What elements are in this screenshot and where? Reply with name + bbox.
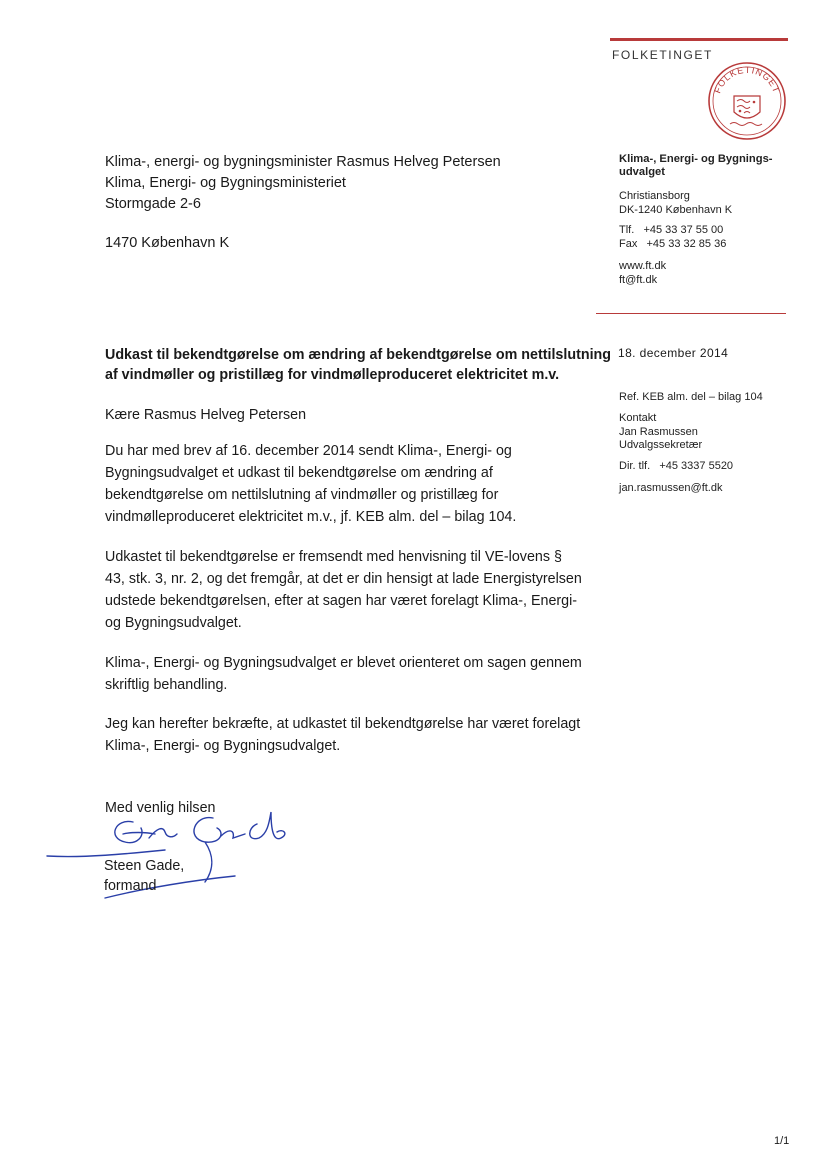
- body-paragraph-1: [105, 440, 585, 528]
- signer-title: formand: [104, 878, 157, 894]
- body-paragraph-3: [105, 652, 585, 696]
- reference: Ref. KEB alm. del – bilag 104: [619, 391, 763, 403]
- paragraph-3-text: Klima-, Energi- og Bygningsudvalget er blevet orienteret om sagen gennem skriftlig behandling.: [105, 655, 582, 693]
- signer-name: Steen Gade,: [104, 858, 185, 874]
- sender-org-line2: udvalget: [619, 166, 666, 178]
- header-top-rule: [610, 38, 788, 41]
- brand-name: FOLKETINGET: [612, 48, 713, 62]
- letter-subject: Udkast til bekendtgørelse om ændring af bekendtgørelse om nettilslutning af vindmøller og pristillæg for vindmølleproduceret elektricitet m.v.: [105, 347, 612, 383]
- recipient-line1: Klima-, energi- og bygningsminister Rasmus Helveg Petersen: [105, 154, 501, 170]
- sender-fax: Fax +45 33 32 85 36: [619, 237, 727, 250]
- sender-phone-block: [619, 224, 726, 251]
- contact-label: Kontakt: [619, 412, 657, 424]
- paragraph-1-text: Du har med brev af 16. december 2014 sendt Klima-, Energi- og Bygningsudvalget et udkast til bekendtgørelse om ændring af bekendtgørelse om nettilslutning af vindmøller og pristillæg for vindmølleproduceret elektricitet m.v., jf. KEB alm. del – bilag 104.: [105, 443, 517, 525]
- sender-web-block: [619, 260, 666, 287]
- sender-addr2: DK-1240 København K: [619, 203, 733, 216]
- sender-address: [619, 190, 732, 217]
- recipient-city: 1470 København K: [105, 235, 230, 251]
- sender-organisation: [619, 153, 804, 179]
- body-paragraph-4: [105, 713, 585, 757]
- recipient-address: [105, 152, 501, 254]
- closing: Med venlig hilsen: [105, 800, 216, 816]
- sender-addr1: Christiansborg: [619, 190, 690, 202]
- recipient-line3: Stormgade 2-6: [105, 196, 201, 212]
- contact-block: [619, 412, 702, 453]
- body-paragraph-2: [105, 546, 585, 634]
- paragraph-2-text: Udkastet til bekendtgørelse er fremsendt med henvisning til VE-lovens § 43, stk. 3, nr. 2, og det fremgår, at det er din hensigt at lade Energistyrelsen udstede bekendtgørelsen, efter at sagen har været forelagt Klima-, Energi- og Bygningsudvalget.: [105, 549, 582, 631]
- signer-block: [104, 856, 184, 896]
- letter-date: 18. december 2014: [618, 346, 729, 360]
- paragraph-4-text: Jeg kan herefter bekræfte, at udkastet til bekendtgørelse har været forelagt Klima-, Energi- og Bygningsudvalget.: [105, 716, 581, 754]
- contact-title: Udvalgssekretær: [619, 439, 703, 451]
- sender-web-link[interactable]: www.ft.dk: [619, 260, 667, 272]
- contact-direct-phone: Dir. tlf. +45 3337 5520: [619, 460, 734, 472]
- contact-email-link[interactable]: jan.rasmussen@ft.dk: [619, 482, 723, 494]
- recipient-line2: Klima, Energi- og Bygningsministeriet: [105, 175, 346, 191]
- page-number: 1/1: [774, 1135, 790, 1147]
- seal-text: FOLKETINGET: [712, 64, 782, 95]
- sidebar-rule: [596, 313, 786, 314]
- contact-name: Jan Rasmussen: [619, 425, 698, 438]
- svg-text:FOLKETINGET: [712, 65, 781, 95]
- folketinget-seal-logo: [706, 60, 788, 142]
- salutation: Kære Rasmus Helveg Petersen: [105, 407, 307, 423]
- sender-email-link[interactable]: ft@ft.dk: [619, 273, 658, 286]
- sender-org-line1: Klima-, Energi- og Bygnings-: [619, 153, 773, 165]
- sender-tlf: Tlf. +45 33 37 55 00: [619, 224, 724, 236]
